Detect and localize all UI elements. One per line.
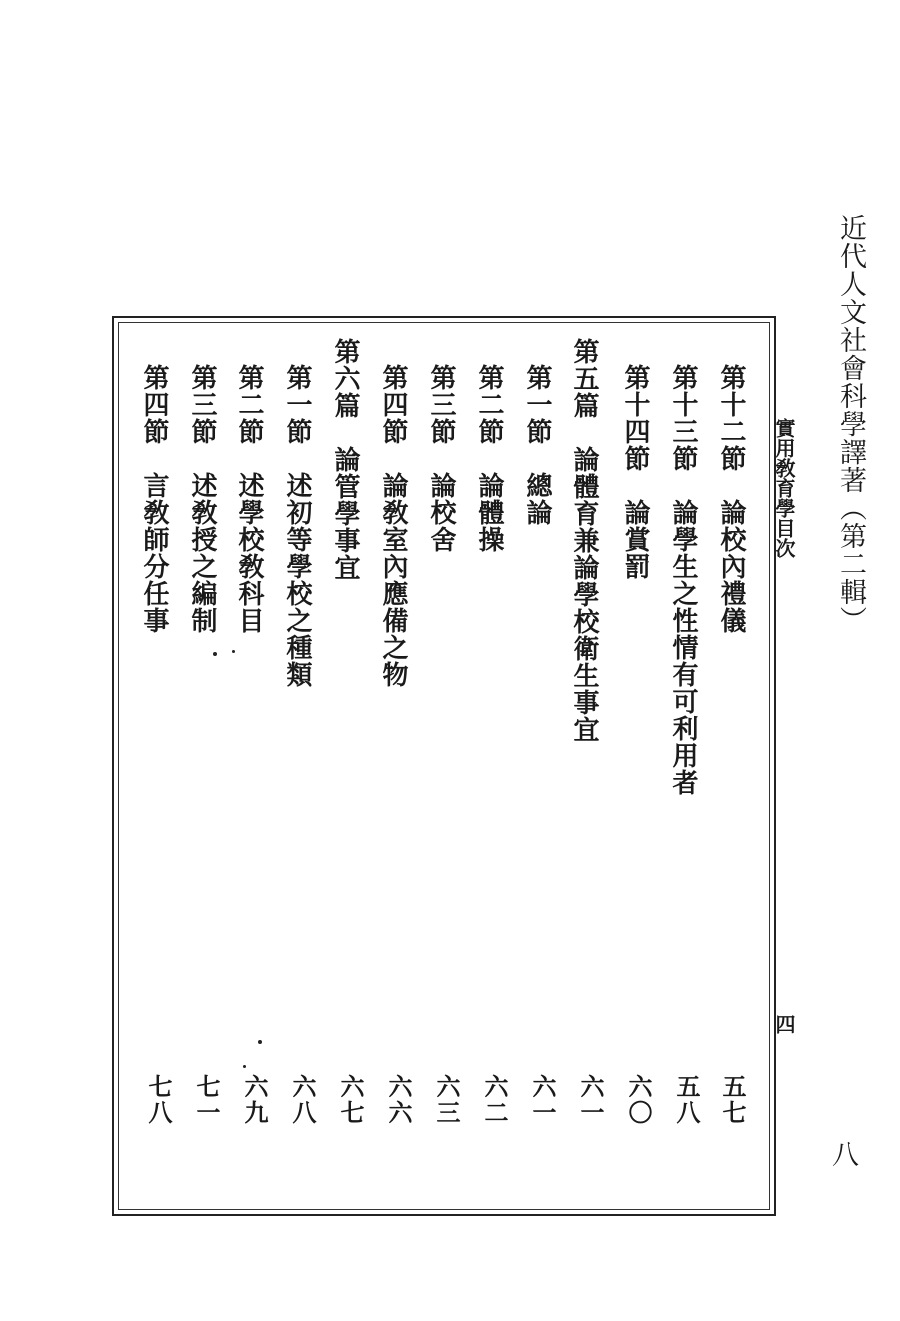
toc-entry-page: 六八 [288, 1074, 317, 1126]
toc-entry-label: 第十二節 論校內禮儀 [716, 364, 746, 634]
toc-entry-page: 六〇 [624, 1074, 653, 1126]
toc-entry-page: 六一 [576, 1074, 605, 1126]
toc-entry-label: 第一節 述初等學校之種類 [282, 364, 312, 688]
toc-entry-label: 第十三節 論學生之性情有可利用者 [668, 364, 698, 796]
toc-entry-page: 六二 [480, 1074, 509, 1126]
toc-entry-label: 第三節 論校舍 [426, 364, 456, 553]
series-title: 近代人文社會科學譯著（第二輯） [835, 214, 866, 634]
toc-entry-page: 五七 [718, 1074, 747, 1126]
toc-entry-label: 第六篇 論管學事宜 [330, 338, 360, 581]
toc-entry-page: 六六 [384, 1074, 413, 1126]
print-speck [232, 650, 235, 653]
toc-entry-label: 第二節 論體操 [474, 364, 504, 553]
page-folio: 八 [827, 1140, 858, 1167]
toc-entry-page: 五八 [672, 1074, 701, 1126]
toc-entry-label: 第三節 述敎授之編制 [187, 364, 217, 634]
toc-entry-label: 第四節 論敎室內應備之物 [378, 364, 408, 688]
toc-entry-page: 六九 [240, 1074, 269, 1126]
running-header-page-number: 四 [772, 1014, 796, 1034]
toc-entry-page: 六三 [432, 1074, 461, 1126]
toc-entry-label: 第五篇 論體育兼論學校衛生事宜 [569, 338, 599, 743]
print-speck [258, 1040, 262, 1044]
toc-entry-page: 七八 [144, 1074, 173, 1126]
print-speck [213, 652, 217, 656]
print-speck [243, 1065, 246, 1068]
toc-entry-page: 六七 [336, 1074, 365, 1126]
toc-entry-label: 第一節 總論 [522, 364, 552, 526]
running-header-title: 實用敎育學目次 [772, 418, 796, 558]
toc-entry-label: 第二節 述學校敎科目 [234, 364, 264, 634]
toc-entry-page: 七一 [192, 1074, 221, 1126]
toc-entry-label: 第十四節 論賞罰 [620, 364, 650, 580]
toc-entry-page: 六一 [528, 1074, 557, 1126]
toc-entry-label: 第四節 言敎師分任事 [139, 364, 169, 634]
